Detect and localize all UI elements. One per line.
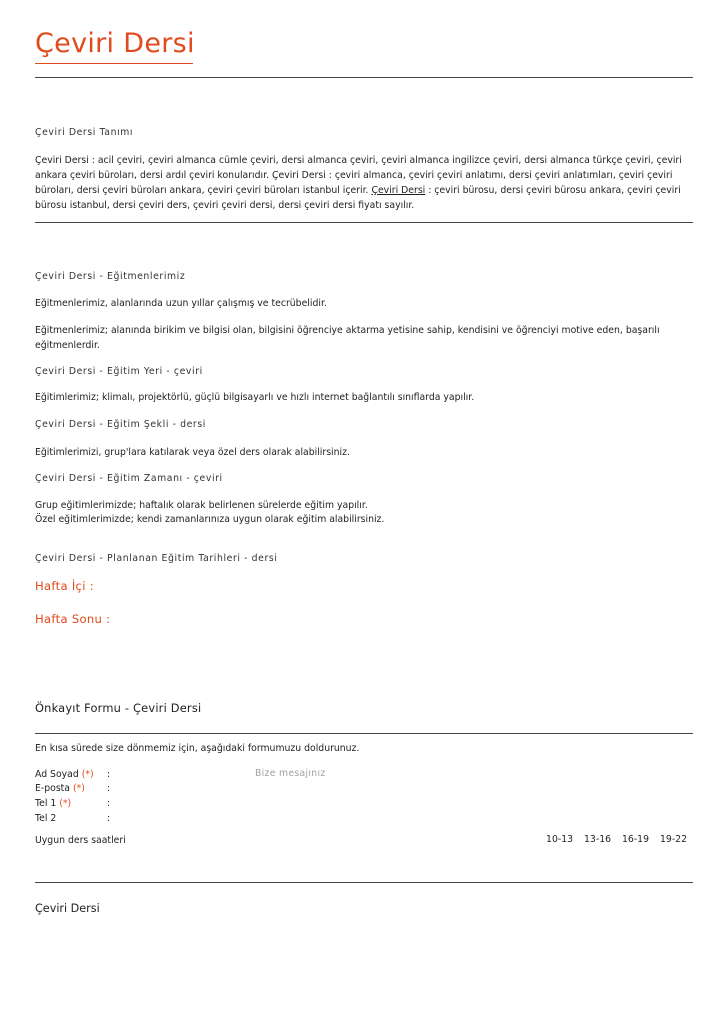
hour-slot-option[interactable]: 10-13 xyxy=(546,834,574,845)
hour-slot-option[interactable]: 16-19 xyxy=(622,834,650,845)
time-text-2: Özel eğitimlerimizde; kendi zamanlarınıza uygun olarak eğitim alabilirsiniz. xyxy=(35,514,385,525)
description-text-before: Çeviri Dersi : acil çeviri, çeviri almanca cümle çeviri, dersi almanca çeviri, çeviri almanca ingilizce çeviri, dersi almanca türkçe çeviri, çeviri ankara çeviri büroları, dersi ardıl çeviri konularıdır. Çeviri Dersi : çeviri almanca, çeviri çeviri anlatımı, dersi çeviri anlatımları, çeviri çeviri büroları, dersi çeviri büroları ankara, çeviri çeviri büroları istanbul içerir. xyxy=(35,155,682,196)
tel1-input[interactable] xyxy=(115,798,245,810)
form-title: Önkayıt Formu - Çeviri Dersi xyxy=(35,701,202,715)
weekday-label: Hafta İçi : xyxy=(35,579,94,593)
style-text: Eğitimlerimizi, grup'lara katılarak veya özel ders olarak alabilirsiniz. xyxy=(35,447,350,458)
description-heading: Çeviri Dersi Tanımı xyxy=(35,127,134,138)
weekend-label: Hafta Sonu : xyxy=(35,612,111,626)
email-input[interactable] xyxy=(115,783,245,795)
teachers-heading: Çeviri Dersi - Eğitmenlerimiz xyxy=(35,271,186,282)
field-label-tel2: Tel 2 xyxy=(35,813,57,824)
place-text: Eğitimlerimiz; klimalı, projektörlü, güçlü bilgisayarlı ve hızlı internet bağlantılı sınıflarda yapılır. xyxy=(35,392,475,403)
footer-divider xyxy=(35,882,693,883)
footer-text: Çeviri Dersi xyxy=(35,902,100,916)
place-heading: Çeviri Dersi - Eğitim Yeri - çeviri xyxy=(35,366,203,377)
required-mark: (*) xyxy=(81,769,94,780)
hour-slot-option[interactable]: 13-16 xyxy=(584,834,612,845)
hour-slot-option[interactable]: 19-22 xyxy=(659,834,687,845)
planned-heading: Çeviri Dersi - Planlanan Eğitim Tarihleri - dersi xyxy=(35,553,278,564)
required-mark: (*) xyxy=(59,798,72,809)
field-colon: : xyxy=(107,783,111,794)
field-colon: : xyxy=(107,769,111,780)
field-colon: : xyxy=(107,813,111,824)
field-colon: : xyxy=(107,798,111,809)
hours-label: Uygun ders saatleri xyxy=(35,835,126,846)
style-heading: Çeviri Dersi - Eğitim Şekli - dersi xyxy=(35,419,206,430)
required-mark: (*) xyxy=(72,783,85,794)
form-divider xyxy=(35,733,693,734)
time-text-1: Grup eğitimlerimizde; haftalık olarak belirlenen sürelerde eğitim yapılır. xyxy=(35,500,368,511)
field-label-email: E-posta (*) xyxy=(35,783,85,794)
field-label-tel1: Tel 1 (*) xyxy=(35,798,72,809)
teachers-paragraph-2: Eğitmenlerimiz; alanında birikim ve bilgisi olan, bilgisini öğrenciye aktarma yetisine sahip, kendisini ve öğrenciyi motive eden, başarılı eğitmenlerdir. xyxy=(35,325,660,351)
description-link[interactable]: Çeviri Dersi xyxy=(371,185,426,196)
section-divider-1 xyxy=(35,222,693,223)
header-divider xyxy=(35,77,693,78)
message-textarea[interactable] xyxy=(253,766,437,820)
description-text-after: : çeviri bürosu, dersi çeviri bürosu ankara, çeviri çeviri bürosu istanbul, dersi çeviri ders, çeviri çeviri dersi, dersi çeviri dersi fiyatı sayılır. xyxy=(35,185,681,211)
hour-slots xyxy=(538,834,687,845)
field-label-name: Ad Soyad (*) xyxy=(35,769,94,780)
description-text xyxy=(35,153,693,213)
tel2-input[interactable] xyxy=(115,813,245,825)
teachers-paragraph-1: Eğitmenlerimiz, alanlarında uzun yıllar çalışmış ve tecrübelidir. xyxy=(35,298,327,309)
page-title: Çeviri Dersi xyxy=(35,28,195,59)
name-input[interactable] xyxy=(115,769,245,781)
time-heading: Çeviri Dersi - Eğitim Zamanı - çeviri xyxy=(35,473,223,484)
title-underline xyxy=(35,63,193,64)
form-intro: En kısa sürede size dönmemiz için, aşağıdaki formumuzu doldurunuz. xyxy=(35,743,360,754)
